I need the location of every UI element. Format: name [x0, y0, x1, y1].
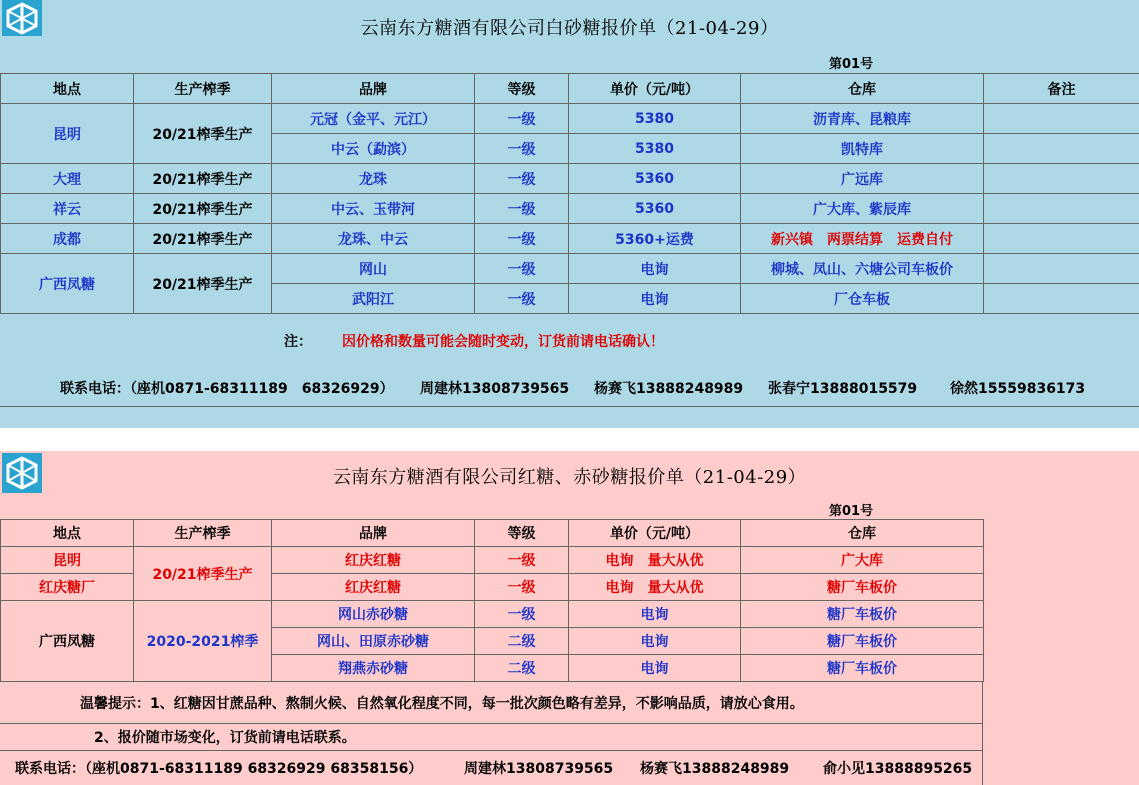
white-sugar-price-table	[0, 73, 1139, 314]
sheet-number: 第01号	[829, 57, 874, 72]
brand-cell: 元冠（金平、元江）	[272, 104, 475, 134]
location-cell: 祥云	[1, 194, 134, 224]
table-row	[1, 164, 1139, 194]
price-cell: 电询	[569, 655, 741, 682]
grade-cell: 二级	[475, 655, 569, 682]
tip-line-1: 温馨提示：1、红糖因甘蔗品种、熬制火候、自然氧化程度不同，每一批次颜色略有差异，不影响品质，请放心食用。	[80, 696, 804, 712]
brand-cell: 龙珠、中云	[272, 224, 475, 254]
price-cell: 5380	[569, 134, 741, 164]
tip-divider	[0, 723, 983, 724]
season-cell: 20/21榨季生产	[134, 164, 272, 194]
location-cell: 广西凤糖	[1, 254, 134, 314]
location-cell: 大理	[1, 164, 134, 194]
tip-line-2: 2、报价随市场变化，订货前请电话联系。	[94, 730, 356, 746]
brown-sugar-price-table	[0, 519, 984, 682]
contact-line	[15, 758, 972, 778]
contact-person: 张春宁13888015579	[768, 381, 918, 397]
table-row	[1, 601, 984, 628]
location-cell: 昆明	[1, 547, 134, 574]
brand-cell: 中云、玉带河	[272, 194, 475, 224]
brand-cell: 武阳江	[272, 284, 475, 314]
grade-cell: 一级	[475, 164, 569, 194]
grade-cell: 一级	[475, 134, 569, 164]
header-season: 生产榨季	[134, 520, 272, 547]
grade-cell: 一级	[475, 574, 569, 601]
contact-landline: 联系电话：（座机0871-68311189 68326929 68358156）	[15, 761, 423, 777]
season-cell: 20/21榨季生产	[134, 224, 272, 254]
location-cell: 红庆糖厂	[1, 574, 134, 601]
contact-person: 俞小见13888895265	[823, 761, 973, 777]
grade-cell: 一级	[475, 194, 569, 224]
remarks-cell	[984, 224, 1139, 254]
warehouse-cell: 凯特库	[741, 134, 984, 164]
price-cell: 5360	[569, 194, 741, 224]
contact-divider	[0, 750, 983, 751]
remarks-cell	[984, 104, 1139, 134]
location-cell: 广西凤糖	[1, 601, 134, 682]
right-border	[982, 681, 983, 785]
warehouse-cell: 糖厂车板价	[741, 601, 984, 628]
header-grade: 等级	[475, 74, 569, 104]
season-cell: 20/21榨季生产	[134, 547, 272, 601]
grade-cell: 一级	[475, 547, 569, 574]
warehouse-cell: 柳城、凤山、六塘公司车板价	[741, 254, 984, 284]
location-cell: 成都	[1, 224, 134, 254]
grade-cell: 一级	[475, 601, 569, 628]
contact-person: 周建林13808739565	[420, 381, 570, 397]
price-cell: 5360	[569, 164, 741, 194]
contact-person: 周建林13808739565	[464, 761, 614, 777]
header-location: 地点	[1, 520, 134, 547]
price-cell: 电询	[569, 284, 741, 314]
brand-cell: 翔燕赤砂糖	[272, 655, 475, 682]
grade-cell: 二级	[475, 628, 569, 655]
remarks-cell	[984, 254, 1139, 284]
contact-person: 徐然15559836173	[950, 381, 1086, 397]
grade-cell: 一级	[475, 104, 569, 134]
table-header-row	[1, 74, 1139, 104]
brand-cell: 网山	[272, 254, 475, 284]
price-cell: 电询 量大从优	[569, 574, 741, 601]
grade-cell: 一级	[475, 284, 569, 314]
season-cell: 20/21榨季生产	[134, 194, 272, 224]
warehouse-cell: 厂仓车板	[741, 284, 984, 314]
header-warehouse: 仓库	[741, 520, 984, 547]
remarks-cell	[984, 164, 1139, 194]
contact-person: 杨赛飞13888248989	[640, 761, 790, 777]
contact-person: 杨赛飞13888248989	[594, 381, 744, 397]
header-brand: 品牌	[272, 74, 475, 104]
header-location: 地点	[1, 74, 134, 104]
warehouse-cell: 糖厂车板价	[741, 628, 984, 655]
warehouse-cell: 广大库	[741, 547, 984, 574]
header-brand: 品牌	[272, 520, 475, 547]
warehouse-cell: 糖厂车板价	[741, 655, 984, 682]
warehouse-cell: 广大库、紫辰库	[741, 194, 984, 224]
price-cell: 5380	[569, 104, 741, 134]
table-row	[1, 224, 1139, 254]
sheet-number: 第01号	[829, 504, 874, 519]
bottom-divider	[0, 406, 1139, 407]
header-price: 单价（元/吨）	[569, 520, 741, 547]
price-cell: 电询	[569, 601, 741, 628]
brand-cell: 网山、田原赤砂糖	[272, 628, 475, 655]
warehouse-cell: 新兴镇 两票结算 运费自付	[741, 224, 984, 254]
price-cell: 电询	[569, 254, 741, 284]
warehouse-cell: 广远库	[741, 164, 984, 194]
brand-cell: 红庆红糖	[272, 547, 475, 574]
warehouse-cell: 沥青库、昆粮库	[741, 104, 984, 134]
season-cell: 2020-2021榨季	[134, 601, 272, 682]
header-warehouse: 仓库	[741, 74, 984, 104]
remarks-cell	[984, 134, 1139, 164]
price-cell: 5360+运费	[569, 224, 741, 254]
sheet-title: 云南东方糖酒有限公司红糖、赤砂糖报价单（21-04-29）	[332, 467, 807, 488]
table-row	[1, 547, 984, 574]
header-grade: 等级	[475, 520, 569, 547]
season-cell: 20/21榨季生产	[134, 104, 272, 164]
table-row	[1, 194, 1139, 224]
header-price: 单价（元/吨）	[569, 74, 741, 104]
brand-cell: 网山赤砂糖	[272, 601, 475, 628]
table-row	[1, 254, 1139, 284]
contact-landline: 联系电话：（座机0871-68311189 68326929）	[60, 381, 394, 397]
table-header-row	[1, 520, 984, 547]
brown-sugar-price-sheet	[0, 451, 1139, 785]
season-cell: 20/21榨季生产	[134, 254, 272, 314]
remarks-cell	[984, 194, 1139, 224]
grade-cell: 一级	[475, 254, 569, 284]
table-row	[1, 104, 1139, 134]
warehouse-cell: 糖厂车板价	[741, 574, 984, 601]
brand-cell: 龙珠	[272, 164, 475, 194]
header-season: 生产榨季	[134, 74, 272, 104]
price-cell: 电询	[569, 628, 741, 655]
contact-line	[60, 378, 1085, 398]
grade-cell: 一级	[475, 224, 569, 254]
location-cell: 昆明	[1, 104, 134, 164]
remarks-cell	[984, 284, 1139, 314]
note-label: 注：	[284, 334, 312, 350]
brand-cell: 红庆红糖	[272, 574, 475, 601]
note-text: 因价格和数量可能会随时变动，订货前请电话确认！	[342, 334, 664, 350]
brand-cell: 中云（勐滨）	[272, 134, 475, 164]
price-cell: 电询 量大从优	[569, 547, 741, 574]
sheet-title: 云南东方糖酒有限公司白砂糖报价单（21-04-29）	[360, 18, 779, 39]
header-remarks: 备注	[984, 74, 1139, 104]
